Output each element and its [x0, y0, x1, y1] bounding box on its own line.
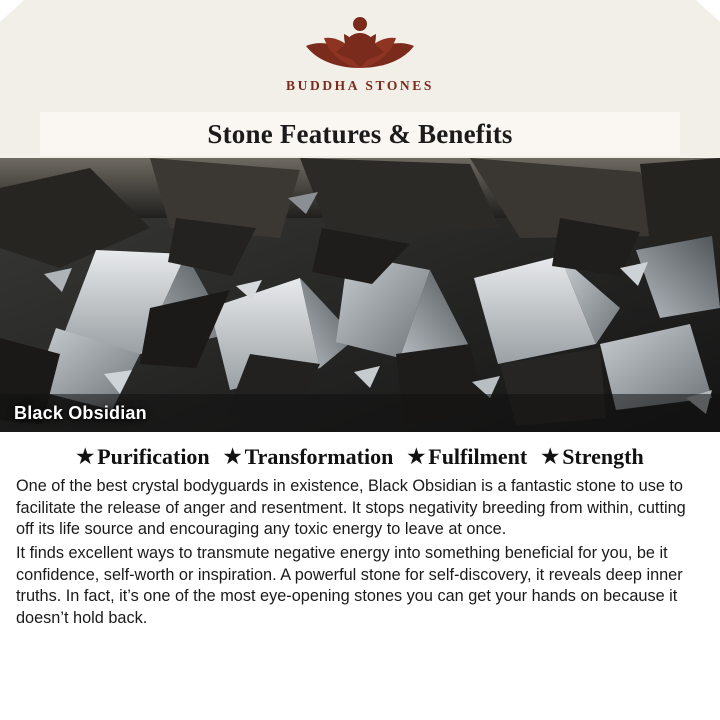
keyword-item	[76, 444, 209, 470]
hero-caption: Black Obsidian	[14, 403, 147, 423]
brand-name: BUDDHA STONES	[286, 78, 434, 93]
keyword-label: Fulfilment	[428, 444, 528, 469]
header-section	[0, 0, 720, 158]
star-icon: ★	[407, 446, 426, 468]
content-section	[0, 432, 720, 720]
description-block	[0, 472, 720, 630]
keyword-row	[0, 432, 720, 472]
keyword-item	[541, 444, 643, 470]
star-icon: ★	[223, 446, 242, 468]
star-icon: ★	[541, 446, 560, 468]
hero-image	[0, 158, 720, 432]
brand-block	[0, 10, 720, 94]
keyword-item	[224, 444, 394, 470]
keyword-label: Purification	[97, 444, 210, 469]
keyword-label: Transformation	[244, 444, 394, 469]
description-paragraph: It finds excellent ways to transmute negative energy into something beneficial for you, be it confidence, self-worth or inspiration. A powerful stone for self-discovery, it reveals deep inner truths. In fact, it’s one of the most eye-opening stones you can get your hands on because it doesn’t hold back.	[16, 544, 683, 628]
title-banner	[40, 112, 680, 156]
lotus-meditation-figure-icon	[300, 10, 420, 76]
keyword-item	[407, 444, 527, 470]
description-paragraph: One of the best crystal bodyguards in existence, Black Obsidian is a fantastic stone to use to facilitate the release of anger and resentment. It stops negativity breeding from within, cutting off its life source and encouraging any toxic energy to leave at once.	[16, 477, 686, 539]
black-obsidian-crystal-cluster-photo	[0, 158, 720, 432]
keyword-label: Strength	[562, 444, 644, 469]
star-icon: ★	[76, 446, 95, 468]
page-title: Stone Features & Benefits	[207, 118, 513, 149]
